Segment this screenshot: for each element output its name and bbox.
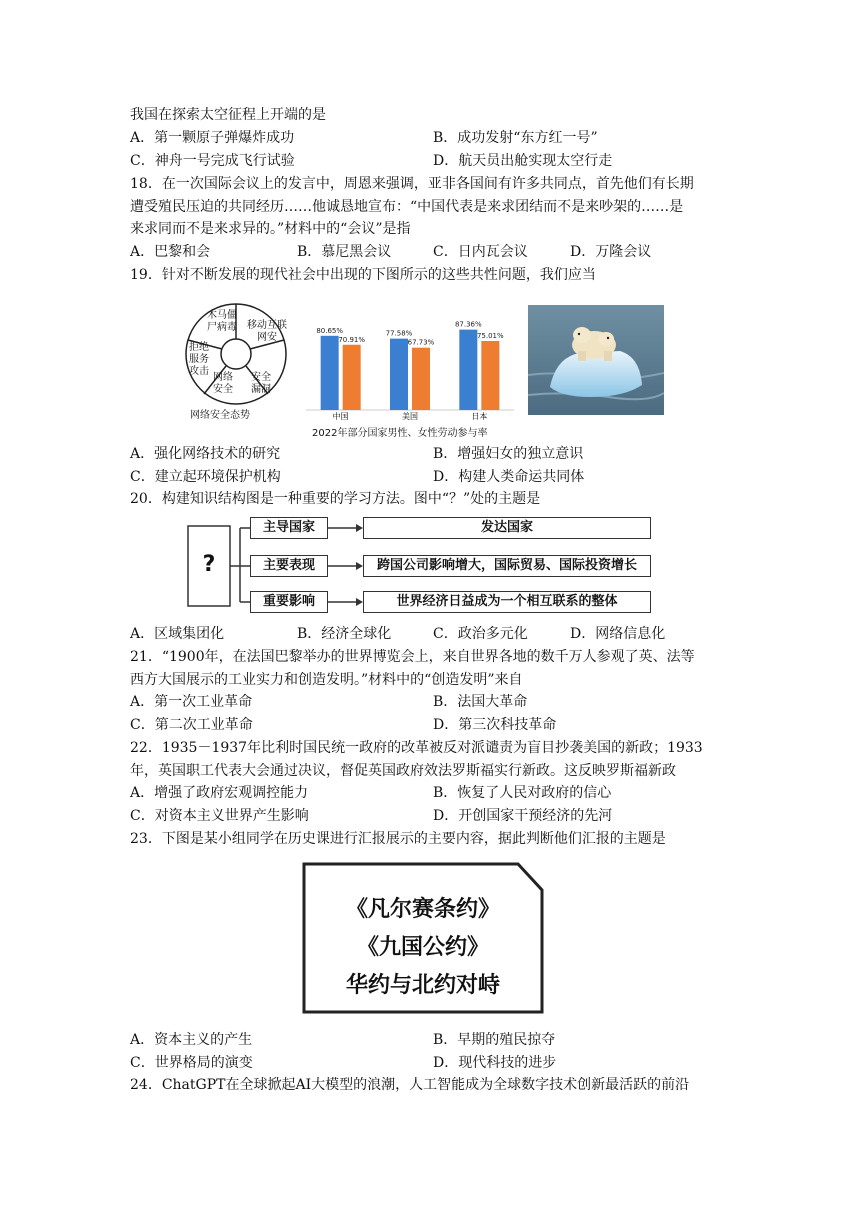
bar-data-label: 70.91% — [338, 335, 366, 344]
labor-participation-chart — [298, 304, 520, 438]
polar-bear-on-ice-photo — [528, 305, 664, 415]
q22-stem-line2: 年，英国职工代表大会通过决议，督促英国政府效法罗斯福实行新政。这反映罗斯福新政 — [130, 763, 676, 779]
bar-2-0 — [459, 330, 477, 410]
q22-option-b[interactable]: B．恢复了人民对政府的信心 — [433, 785, 612, 801]
pie-segment-vuln: 安全漏洞 — [251, 372, 271, 395]
bar-1-0 — [390, 339, 408, 410]
q22-stem-line1: 22．1935－1937年比利时国民统一政府的改革被反对派谴责为盲目抄袭美国的新政；1933 — [130, 740, 703, 756]
q18-option-c[interactable]: C．日内瓦会议 — [433, 244, 528, 260]
pie-segment-netsec: 网络安全 — [213, 372, 233, 395]
q18-stem-line3: 来求同而不是来求异的。”材料中的“会议”是指 — [130, 221, 411, 237]
q18-stem-line2: 遭受殖民压迫的共同经历……他诚恳地宣布：“中国代表是来求团结而不是来吵架的……是 — [130, 199, 684, 215]
q19-option-d[interactable]: D．构建人类命运共同体 — [433, 469, 585, 485]
pie-segment-mobile: 移动互联网安 — [247, 320, 287, 343]
q20-option-a[interactable]: A．区域集团化 — [130, 626, 225, 642]
q22-option-d[interactable]: D．开创国家干预经济的先河 — [433, 808, 613, 824]
pie-segment-trojan: 木马僵尸病毒 — [207, 310, 237, 333]
bar-0-0 — [321, 336, 339, 410]
q18-stem-line1: 18．在一次国际会议上的发言中，周恩来强调，亚非各国间有许多共同点，首先他们有长期 — [130, 176, 694, 192]
diagram-value-manifestation: 跨国公司影响增大，国际贸易、国际投资增长 — [363, 555, 651, 577]
q21-option-a[interactable]: A．第一次工业革命 — [130, 694, 253, 710]
q19-option-b[interactable]: B．增强妇女的独立意识 — [433, 446, 584, 462]
q21-stem-line1: 21．“1900年，在法国巴黎举办的世界博览会上，来自世界各地的数千万人参观了英、法等 — [130, 649, 695, 665]
pie-segment-dos: 拒绝服务攻击 — [189, 342, 209, 377]
diagram-value-dominant: 发达国家 — [363, 517, 651, 539]
diagram-label-dominant: 主导国家 — [250, 517, 328, 539]
q17-option-d[interactable]: D．航天员出舱实现太空行走 — [433, 153, 613, 169]
category-label: 美国 — [402, 412, 418, 421]
q21-option-b[interactable]: B．法国大革命 — [433, 694, 528, 710]
q21-option-c[interactable]: C．第二次工业革命 — [130, 717, 253, 733]
q17-option-a[interactable]: A．第一颗原子弹爆炸成功 — [130, 130, 295, 146]
q18-option-a[interactable]: A．巴黎和会 — [130, 244, 211, 260]
q20-stem: 20．构建知识结构图是一种重要的学习方法。图中“？”处的主题是 — [130, 491, 541, 507]
q18-option-b[interactable]: B．慕尼黑会议 — [297, 244, 392, 260]
presentation-card — [300, 860, 546, 1016]
q23-option-d[interactable]: D．现代科技的进步 — [433, 1055, 557, 1071]
bar-data-label: 87.36% — [454, 320, 482, 329]
network-security-wheel — [176, 302, 294, 420]
q23-option-a[interactable]: A．资本主义的产生 — [130, 1032, 253, 1048]
diagram-label-impact: 重要影响 — [250, 591, 328, 613]
bar-2-1 — [481, 341, 499, 410]
diagram-value-impact: 世界经济日益成为一个相互联系的整体 — [363, 591, 651, 613]
card-line-warsaw-nato: 华约与北约对峙 — [345, 973, 500, 998]
diagram-question-mark: ? — [202, 552, 216, 577]
bar-1-1 — [412, 348, 430, 410]
q20-option-c[interactable]: C．政治多元化 — [433, 626, 528, 642]
q23-option-b[interactable]: B．早期的殖民掠夺 — [433, 1032, 556, 1048]
q19-stem: 19．针对不断发展的现代社会中出现的下图所示的这些共性问题，我们应当 — [130, 267, 596, 283]
q21-stem-line2: 西方大国展示的工业实力和创造发明。”材料中的“创造发明”来自 — [130, 672, 523, 688]
card-line-versailles: 《凡尔赛条约》 — [345, 897, 500, 922]
q19-option-a[interactable]: A．强化网络技术的研究 — [130, 446, 281, 462]
diagram-label-manifestation: 主要表现 — [250, 555, 328, 577]
q22-option-c[interactable]: C．对资本主义世界产生影响 — [130, 808, 309, 824]
q17-stem-cont: 我国在探索太空征程上开端的是 — [130, 107, 326, 123]
q20-option-d[interactable]: D．网络信息化 — [570, 626, 666, 642]
q21-option-d[interactable]: D．第三次科技革命 — [433, 717, 557, 733]
q20-option-b[interactable]: B．经济全球化 — [297, 626, 392, 642]
bar-data-label: 75.01% — [476, 331, 504, 340]
q23-option-c[interactable]: C．世界格局的演变 — [130, 1055, 253, 1071]
category-label: 中国 — [332, 412, 349, 421]
chart-title: 2022年部分国家男性、女性劳动参与率 — [312, 428, 488, 439]
category-label: 日本 — [471, 412, 488, 421]
card-line-nine-power: 《九国公约》 — [356, 935, 489, 960]
bar-data-label: 80.65% — [316, 326, 344, 335]
bar-data-label: 67.73% — [407, 338, 435, 347]
q23-stem: 23．下图是某小组同学在历史课进行汇报展示的主要内容，据此判断他们汇报的主题是 — [130, 831, 666, 847]
bar-0-1 — [343, 345, 361, 410]
q18-option-d[interactable]: D．万隆会议 — [570, 244, 652, 260]
q17-option-c[interactable]: C．神舟一号完成飞行试验 — [130, 153, 295, 169]
pie-caption: 网络安全态势 — [190, 410, 250, 421]
q24-stem: 24．ChatGPT在全球掀起AI大模型的浪潮，人工智能成为全球数字技术创新最活跃的前沿 — [130, 1077, 690, 1093]
q17-option-b[interactable]: B．成功发射“东方红一号” — [433, 130, 598, 146]
bar-data-label: 77.58% — [385, 329, 413, 338]
q22-option-a[interactable]: A．增强了政府宏观调控能力 — [130, 785, 309, 801]
q19-option-c[interactable]: C．建立起环境保护机构 — [130, 469, 281, 485]
knowledge-structure-diagram — [186, 514, 656, 618]
